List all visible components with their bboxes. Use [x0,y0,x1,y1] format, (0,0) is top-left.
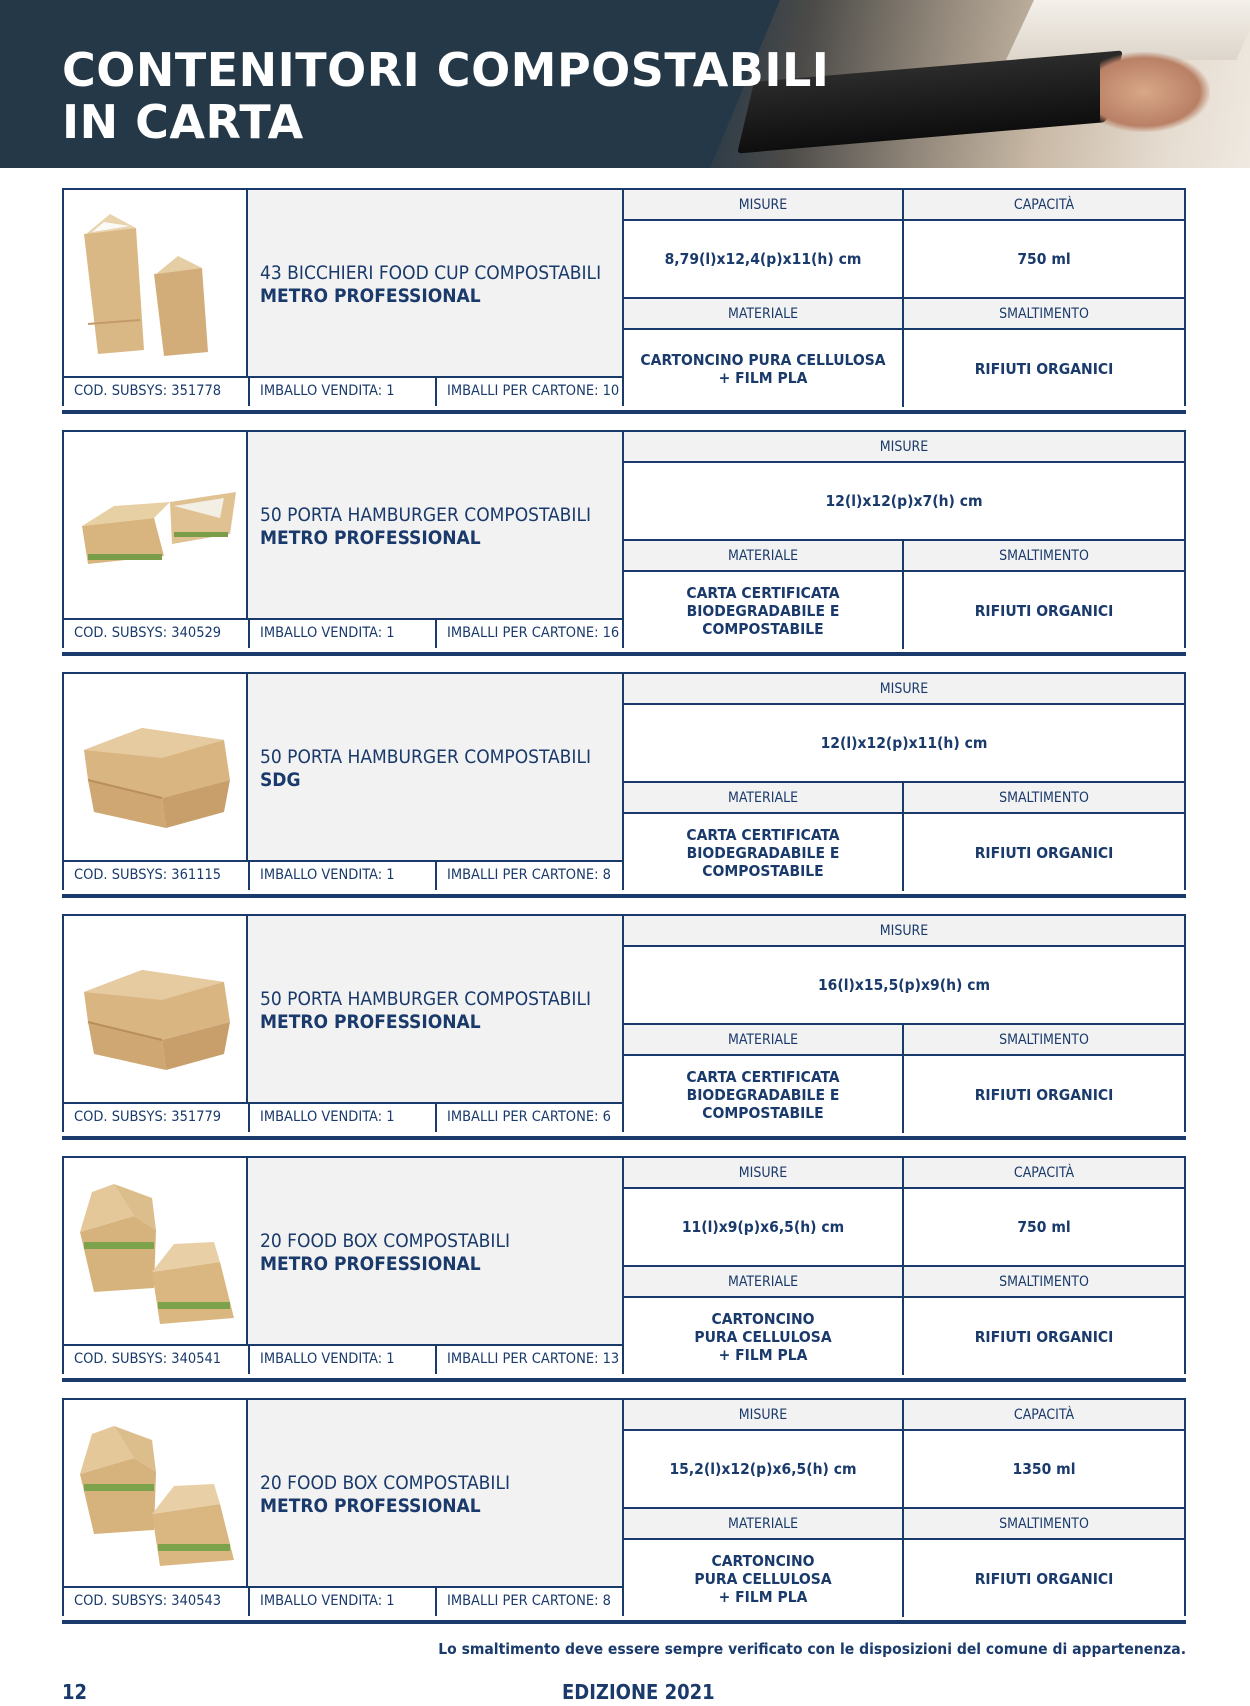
misure-value: 12(l)x12(p)x7(h) cm [624,463,1184,541]
smaltimento-value: RIFIUTI ORGANICI [974,1327,1114,1346]
imballo-vendita: IMBALLO VENDITA: 1 [250,1346,437,1374]
materiale-value: CARTA CERTIFICATA BIODEGRADABILE E COMPOSTABILE [624,814,904,891]
product-code: COD. SUBSYS: 361115 [64,862,250,890]
hamburger-box-closed-image [74,688,240,848]
product-row [62,1156,1186,1382]
imballi-per-cartone: IMBALLI PER CARTONE: 6 [447,1109,611,1125]
capacita-label: CAPACITÀ [904,1158,1184,1189]
imballi-per-cartone: IMBALLI PER CARTONE: 8 [447,1593,611,1609]
product-specs [624,430,1186,648]
capacita-value: 1350 ml [904,1431,1184,1509]
misure-value: 16(l)x15,5(p)x9(h) cm [624,947,1184,1025]
materiale-label: MATERIALE [624,1509,904,1540]
edition-label: EDIZIONE 2021 [562,1680,715,1704]
page-header [0,0,1250,168]
materiale-label: MATERIALE [624,783,904,814]
product-brand: METRO PROFESSIONAL [260,1495,481,1517]
materiale-label: MATERIALE [624,1025,904,1056]
product-code: COD. SUBSYS: 340541 [64,1346,250,1374]
product-image [62,914,248,1102]
product-name-cell [248,188,624,376]
misure-value: 8,79(l)x12,4(p)x11(h) cm [624,221,904,299]
product-name: 50 PORTA HAMBURGER COMPOSTABILI [260,988,591,1010]
product-specs [624,1156,1186,1374]
product-brand: METRO PROFESSIONAL [260,1253,481,1275]
imballo-vendita: IMBALLO VENDITA: 1 [250,620,437,648]
product-specs [624,914,1186,1132]
product-codes [62,1586,624,1616]
product-name-cell [248,914,624,1102]
product-row [62,430,1186,656]
product-code: COD. SUBSYS: 351779 [64,1104,250,1132]
product-name: 50 PORTA HAMBURGER COMPOSTABILI [260,504,591,526]
product-code: COD. SUBSYS: 351778 [64,378,250,406]
imballi-per-cartone: IMBALLI PER CARTONE: 8 [447,867,611,883]
smaltimento-value: RIFIUTI ORGANICI [974,601,1114,620]
product-specs [624,1398,1186,1616]
product-code: COD. SUBSYS: 340543 [64,1588,250,1616]
misure-value: 12(l)x12(p)x11(h) cm [624,705,1184,783]
product-name-cell [248,1398,624,1586]
product-codes [62,618,624,648]
food-box-image [74,1172,240,1332]
smaltimento-value: RIFIUTI ORGANICI [974,359,1114,378]
imballo-vendita: IMBALLO VENDITA: 1 [250,1104,437,1132]
smaltimento-label: SMALTIMENTO [904,541,1184,572]
smaltimento-label: SMALTIMENTO [904,1025,1184,1056]
product-name: 43 BICCHIERI FOOD CUP COMPOSTABILI [260,262,602,284]
page-number: 12 [62,1680,88,1704]
product-row [62,672,1186,898]
materiale-value: CARTONCINO PURA CELLULOSA + FILM PLA [624,330,904,407]
product-brand: METRO PROFESSIONAL [260,527,481,549]
misure-value: 15,2(l)x12(p)x6,5(h) cm [624,1431,904,1509]
product-image [62,188,248,376]
photo-hand [1100,52,1210,132]
product-name: 20 FOOD BOX COMPOSTABILI [260,1230,510,1252]
smaltimento-label: SMALTIMENTO [904,1267,1184,1298]
imballi-per-cartone: IMBALLI PER CARTONE: 16 [447,625,620,641]
product-row [62,188,1186,414]
hamburger-box-closed-image [74,930,240,1090]
title-line-1: CONTENITORI COMPOSTABILI [62,43,830,97]
misure-label: MISURE [624,432,1184,463]
product-row [62,914,1186,1140]
materiale-value: CARTONCINO PURA CELLULOSA + FILM PLA [624,1298,904,1375]
product-codes [62,860,624,890]
product-brand: SDG [260,769,301,791]
materiale-label: MATERIALE [624,299,904,330]
product-specs [624,188,1186,406]
smaltimento-label: SMALTIMENTO [904,299,1184,330]
product-image [62,672,248,860]
misure-label: MISURE [624,674,1184,705]
materiale-value: CARTA CERTIFICATA BIODEGRADABILE E COMPOSTABILE [624,1056,904,1133]
product-name-cell [248,430,624,618]
product-image [62,1156,248,1344]
product-image [62,1398,248,1586]
product-codes [62,1344,624,1374]
food-cup-image [74,204,240,364]
photo-sleeve [1006,0,1250,60]
imballi-per-cartone: IMBALLI PER CARTONE: 10 [447,383,620,399]
product-code: COD. SUBSYS: 340529 [64,620,250,648]
capacita-label: CAPACITÀ [904,1400,1184,1431]
product-row [62,1398,1186,1624]
smaltimento-label: SMALTIMENTO [904,1509,1184,1540]
imballo-vendita: IMBALLO VENDITA: 1 [250,378,437,406]
materiale-value: CARTONCINO PURA CELLULOSA + FILM PLA [624,1540,904,1617]
product-image [62,430,248,618]
product-name: 50 PORTA HAMBURGER COMPOSTABILI [260,746,591,768]
smaltimento-value: RIFIUTI ORGANICI [974,1569,1114,1588]
product-codes [62,1102,624,1132]
hamburger-box-open-image [74,446,240,606]
misure-label: MISURE [624,1158,904,1189]
imballo-vendita: IMBALLO VENDITA: 1 [250,1588,437,1616]
product-brand: METRO PROFESSIONAL [260,1011,481,1033]
product-specs [624,672,1186,890]
food-box-image [74,1414,240,1574]
capacita-value: 750 ml [904,1189,1184,1267]
smaltimento-value: RIFIUTI ORGANICI [974,843,1114,862]
capacita-value: 750 ml [904,221,1184,299]
misure-label: MISURE [624,916,1184,947]
materiale-label: MATERIALE [624,1267,904,1298]
misure-label: MISURE [624,1400,904,1431]
page-title [62,44,829,148]
smaltimento-value: RIFIUTI ORGANICI [974,1085,1114,1104]
materiale-label: MATERIALE [624,541,904,572]
product-name-cell [248,672,624,860]
smaltimento-label: SMALTIMENTO [904,783,1184,814]
title-line-2: IN CARTA [62,95,304,149]
product-name: 20 FOOD BOX COMPOSTABILI [260,1472,510,1494]
misure-value: 11(l)x9(p)x6,5(h) cm [624,1189,904,1267]
product-name-cell [248,1156,624,1344]
footnote: Lo smaltimento deve essere sempre verificato con le disposizioni del comune di appartenenza. [438,1640,1186,1658]
imballo-vendita: IMBALLO VENDITA: 1 [250,862,437,890]
product-brand: METRO PROFESSIONAL [260,285,481,307]
misure-label: MISURE [624,190,904,221]
product-codes [62,376,624,406]
materiale-value: CARTA CERTIFICATA BIODEGRADABILE E COMPOSTABILE [624,572,904,649]
imballi-per-cartone: IMBALLI PER CARTONE: 13 [447,1351,620,1367]
capacita-label: CAPACITÀ [904,190,1184,221]
